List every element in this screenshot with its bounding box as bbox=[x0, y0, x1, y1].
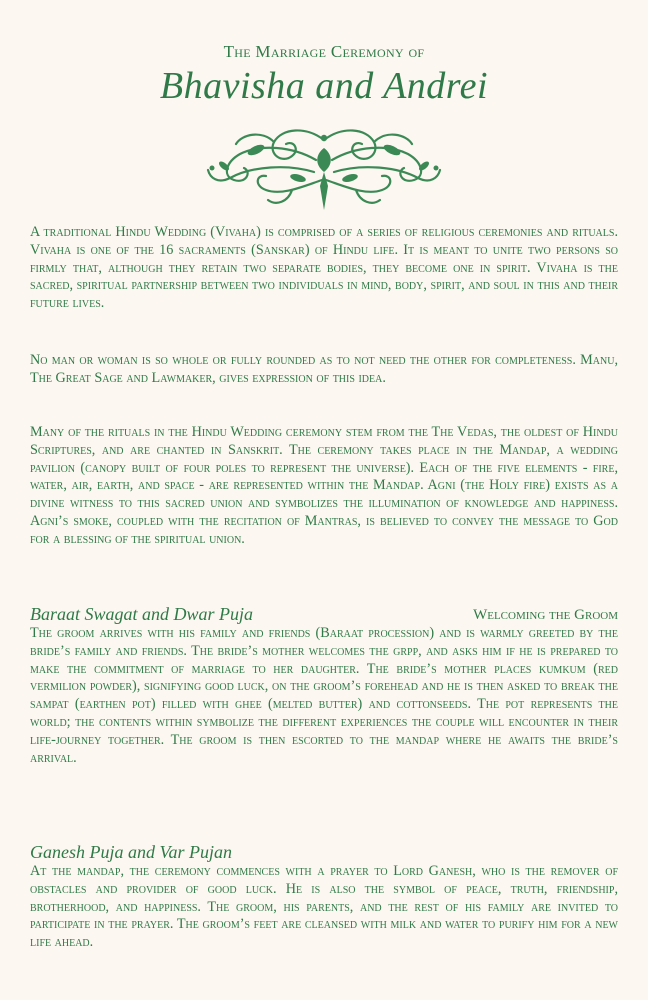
couple-names: Bhavisha and Andrei bbox=[159, 65, 489, 107]
floral-flourish-icon bbox=[196, 120, 452, 214]
section-subtitle: Welcoming the Groom bbox=[473, 607, 618, 623]
section-title: Baraat Swagat and Dwar Puja bbox=[30, 604, 254, 624]
intro-paragraph-2: No man or woman is so whole or fully rounded as to not need the other for completeness. Manu, The Great Sage and Lawmaker, gives expression of this idea. bbox=[30, 352, 618, 386]
section-title: Ganesh Puja and Var Pujan bbox=[30, 842, 232, 862]
intro-paragraph-1: A traditional Hindu Wedding (Vivaha) is comprised of a series of religious ceremonies and rituals. Vivaha is one of the 16 sacraments (Sanskar) of Hindu life. It is meant to unite two persons so firmly that, although they retain two separate bodies, they become one in spirit. Vivaha is the sacred, spiritual partnership between two individuals in mind, body, spirit, and soul in this and their future lives. bbox=[30, 224, 618, 312]
ceremony-subtitle: The Marriage Ceremony of bbox=[223, 42, 425, 61]
section-body-baraat: The groom arrives with his family and friends (Baraat procession) and is warmly greeted by the bride’s family and friends. The bride’s mother welcomes the grpp, and asks him if he is prepared to make the commitment of marriage to her daughter. The bride’s mother places kumkum (red vermilion powder), signifying good luck, on the groom’s forehead and he is then asked to break the sampat (earthen pot) filled with ghee (melted butter) and cottonseeds. The pot represents the world; the contents within symbolize the different experiences the couple will encounter in their life-journey together. The groom is then escorted to the mandap where he awaits the bride’s arrival. bbox=[30, 625, 618, 766]
section-body-ganesh: At the mandap, the ceremony commences with a prayer to Lord Ganesh, who is the remover of obstacles and provider of good luck. He is also the symbol of peace, truth, friendship, brotherhood, and happiness. The groom, his parents, and the rest of his family are invited to participate in the prayer. The groom’s feet are cleansed with milk and water to purify him for a new life ahead. bbox=[30, 863, 618, 951]
intro-paragraph-3: Many of the rituals in the Hindu Wedding ceremony stem from the The Vedas, the oldest of Hindu Scriptures, and are chanted in Sanskrit. The ceremony takes place in the Mandap, a wedding pavilion (canopy built of four poles to represent the universe). Each of the five elements - fire, water, air, earth, and space - are represented within the Mandap. Agni (the Holy fire) exists as a divine witness to this sacred union and symbolizes the illumination of knowledge and happiness. Agni’s smoke, coupled with the recitation of Mantras, is believed to convey the message to God for a blessing of the spiritual union. bbox=[30, 424, 618, 547]
